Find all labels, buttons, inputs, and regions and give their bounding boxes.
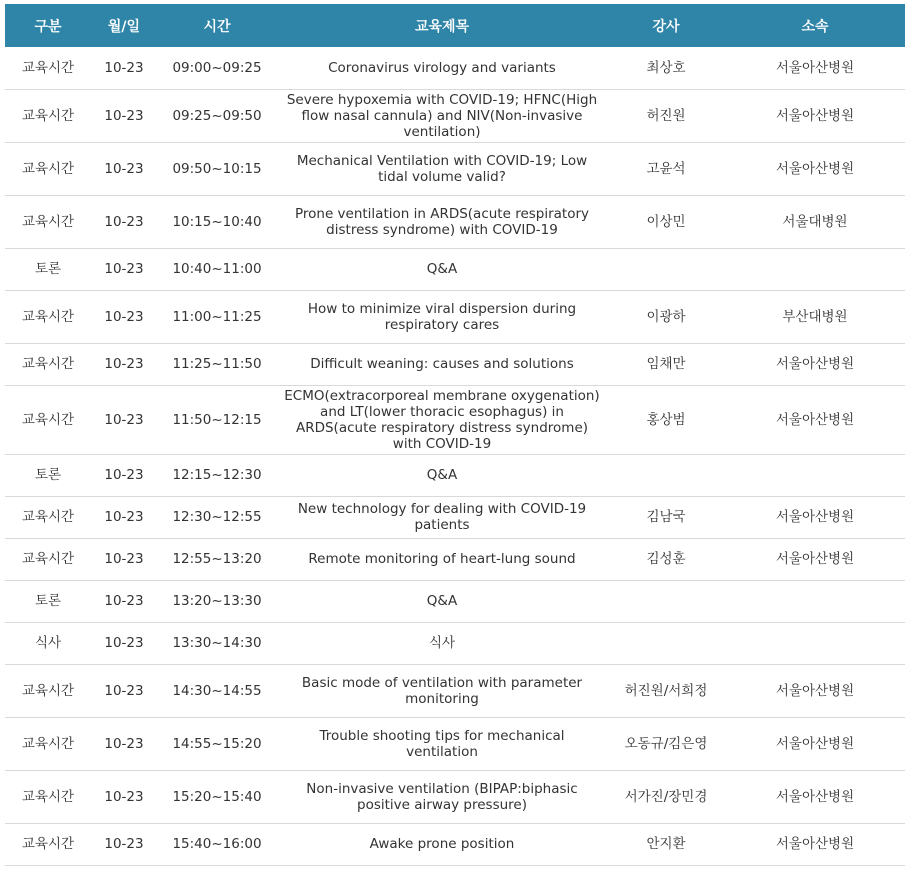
table-row bbox=[5, 496, 905, 538]
row-time: 12:15~12:30 bbox=[157, 454, 277, 496]
table-row bbox=[5, 823, 905, 865]
row-instructor: 오동규/김은영 bbox=[607, 717, 725, 770]
table-row bbox=[5, 290, 905, 343]
row-category: 토론 bbox=[5, 248, 91, 290]
row-affiliation: 서울아산병원 bbox=[725, 385, 905, 454]
row-category: 교육시간 bbox=[5, 717, 91, 770]
row-time: 09:50~10:15 bbox=[157, 142, 277, 195]
row-affiliation: 서울대병원 bbox=[725, 195, 905, 248]
row-affiliation: 부산대병원 bbox=[725, 290, 905, 343]
row-title: Prone ventilation in ARDS(acute respiratory distress syndrome) with COVID-19 bbox=[277, 195, 607, 248]
row-time: 15:40~16:00 bbox=[157, 823, 277, 865]
row-date: 10-23 bbox=[91, 47, 157, 89]
row-time: 15:20~15:40 bbox=[157, 770, 277, 823]
row-instructor: 이광하 bbox=[607, 290, 725, 343]
row-affiliation bbox=[725, 622, 905, 664]
table-row bbox=[5, 47, 905, 89]
row-time: 09:25~09:50 bbox=[157, 89, 277, 142]
row-time: 10:40~11:00 bbox=[157, 248, 277, 290]
row-instructor: 최상호 bbox=[607, 47, 725, 89]
row-date: 10-23 bbox=[91, 717, 157, 770]
table-row bbox=[5, 248, 905, 290]
row-date: 10-23 bbox=[91, 248, 157, 290]
row-category: 교육시간 bbox=[5, 142, 91, 195]
row-affiliation: 서울아산병원 bbox=[725, 538, 905, 580]
row-affiliation bbox=[725, 248, 905, 290]
row-instructor: 홍상범 bbox=[607, 385, 725, 454]
row-instructor bbox=[607, 248, 725, 290]
row-title: Non-invasive ventilation (BIPAP:biphasic positive airway pressure) bbox=[277, 770, 607, 823]
row-time: 11:00~11:25 bbox=[157, 290, 277, 343]
table-row bbox=[5, 385, 905, 454]
row-title: Mechanical Ventilation with COVID-19; Low tidal volume valid? bbox=[277, 142, 607, 195]
row-date: 10-23 bbox=[91, 580, 157, 622]
table-row bbox=[5, 664, 905, 717]
row-date: 10-23 bbox=[91, 343, 157, 385]
row-affiliation: 서울아산병원 bbox=[725, 717, 905, 770]
row-instructor: 고윤석 bbox=[607, 142, 725, 195]
row-date: 10-23 bbox=[91, 496, 157, 538]
table-row bbox=[5, 770, 905, 823]
row-affiliation: 서울아산병원 bbox=[725, 823, 905, 865]
row-time: 10:15~10:40 bbox=[157, 195, 277, 248]
row-time: 12:30~12:55 bbox=[157, 496, 277, 538]
row-date: 10-23 bbox=[91, 823, 157, 865]
row-affiliation: 서울아산병원 bbox=[725, 664, 905, 717]
table-row bbox=[5, 538, 905, 580]
row-title: Q&A bbox=[277, 454, 607, 496]
table-row bbox=[5, 89, 905, 142]
schedule-table bbox=[5, 4, 905, 866]
header-row bbox=[5, 4, 905, 47]
row-category: 교육시간 bbox=[5, 47, 91, 89]
row-category: 교육시간 bbox=[5, 195, 91, 248]
row-instructor: 안지환 bbox=[607, 823, 725, 865]
table-row bbox=[5, 142, 905, 195]
row-date: 10-23 bbox=[91, 622, 157, 664]
row-time: 12:55~13:20 bbox=[157, 538, 277, 580]
row-affiliation: 서울아산병원 bbox=[725, 89, 905, 142]
row-date: 10-23 bbox=[91, 385, 157, 454]
row-affiliation bbox=[725, 580, 905, 622]
row-title: Coronavirus virology and variants bbox=[277, 47, 607, 89]
row-category: 식사 bbox=[5, 622, 91, 664]
row-instructor: 김성훈 bbox=[607, 538, 725, 580]
table-header bbox=[5, 4, 905, 47]
row-category: 교육시간 bbox=[5, 538, 91, 580]
row-title: Q&A bbox=[277, 248, 607, 290]
row-title: Severe hypoxemia with COVID-19; HFNC(High flow nasal cannula) and NIV(Non-invasive ventilation) bbox=[277, 89, 607, 142]
row-category: 교육시간 bbox=[5, 290, 91, 343]
table-row bbox=[5, 622, 905, 664]
row-category: 교육시간 bbox=[5, 664, 91, 717]
row-title: Q&A bbox=[277, 580, 607, 622]
header-date: 월/일 bbox=[91, 4, 157, 47]
row-date: 10-23 bbox=[91, 454, 157, 496]
row-instructor: 김남국 bbox=[607, 496, 725, 538]
row-category: 교육시간 bbox=[5, 496, 91, 538]
row-category: 교육시간 bbox=[5, 385, 91, 454]
table-row bbox=[5, 343, 905, 385]
header-affiliation: 소속 bbox=[725, 4, 905, 47]
table-row bbox=[5, 580, 905, 622]
row-time: 11:50~12:15 bbox=[157, 385, 277, 454]
row-time: 13:20~13:30 bbox=[157, 580, 277, 622]
header-title: 교육제목 bbox=[277, 4, 607, 47]
row-affiliation: 서울아산병원 bbox=[725, 142, 905, 195]
row-title: ECMO(extracorporeal membrane oxygenation) and LT(lower thoracic esophagus) in ARDS(acute respiratory distress syndrome) with COVID-19 bbox=[277, 385, 607, 454]
row-affiliation bbox=[725, 454, 905, 496]
row-date: 10-23 bbox=[91, 664, 157, 717]
row-category: 토론 bbox=[5, 454, 91, 496]
row-instructor bbox=[607, 580, 725, 622]
row-instructor bbox=[607, 622, 725, 664]
row-title: Awake prone position bbox=[277, 823, 607, 865]
schedule-container bbox=[5, 4, 905, 866]
row-time: 14:30~14:55 bbox=[157, 664, 277, 717]
row-title: Remote monitoring of heart-lung sound bbox=[277, 538, 607, 580]
row-affiliation: 서울아산병원 bbox=[725, 770, 905, 823]
table-body bbox=[5, 47, 905, 865]
table-row bbox=[5, 454, 905, 496]
row-category: 교육시간 bbox=[5, 770, 91, 823]
row-title: New technology for dealing with COVID-19 patients bbox=[277, 496, 607, 538]
row-affiliation: 서울아산병원 bbox=[725, 496, 905, 538]
row-instructor: 이상민 bbox=[607, 195, 725, 248]
row-category: 교육시간 bbox=[5, 343, 91, 385]
row-instructor: 임채만 bbox=[607, 343, 725, 385]
table-row bbox=[5, 195, 905, 248]
row-date: 10-23 bbox=[91, 538, 157, 580]
row-title: Difficult weaning: causes and solutions bbox=[277, 343, 607, 385]
header-time: 시간 bbox=[157, 4, 277, 47]
row-time: 14:55~15:20 bbox=[157, 717, 277, 770]
row-time: 09:00~09:25 bbox=[157, 47, 277, 89]
row-title: 식사 bbox=[277, 622, 607, 664]
row-category: 교육시간 bbox=[5, 823, 91, 865]
row-category: 토론 bbox=[5, 580, 91, 622]
row-time: 13:30~14:30 bbox=[157, 622, 277, 664]
row-date: 10-23 bbox=[91, 195, 157, 248]
row-date: 10-23 bbox=[91, 89, 157, 142]
row-category: 교육시간 bbox=[5, 89, 91, 142]
row-instructor bbox=[607, 454, 725, 496]
row-time: 11:25~11:50 bbox=[157, 343, 277, 385]
row-date: 10-23 bbox=[91, 142, 157, 195]
row-date: 10-23 bbox=[91, 770, 157, 823]
row-instructor: 허진원 bbox=[607, 89, 725, 142]
row-instructor: 허진원/서희정 bbox=[607, 664, 725, 717]
row-title: How to minimize viral dispersion during respiratory cares bbox=[277, 290, 607, 343]
row-affiliation: 서울아산병원 bbox=[725, 343, 905, 385]
row-title: Basic mode of ventilation with parameter monitoring bbox=[277, 664, 607, 717]
row-date: 10-23 bbox=[91, 290, 157, 343]
header-category: 구분 bbox=[5, 4, 91, 47]
table-row bbox=[5, 717, 905, 770]
header-instructor: 강사 bbox=[607, 4, 725, 47]
row-title: Trouble shooting tips for mechanical ventilation bbox=[277, 717, 607, 770]
row-affiliation: 서울아산병원 bbox=[725, 47, 905, 89]
row-instructor: 서가진/장민경 bbox=[607, 770, 725, 823]
